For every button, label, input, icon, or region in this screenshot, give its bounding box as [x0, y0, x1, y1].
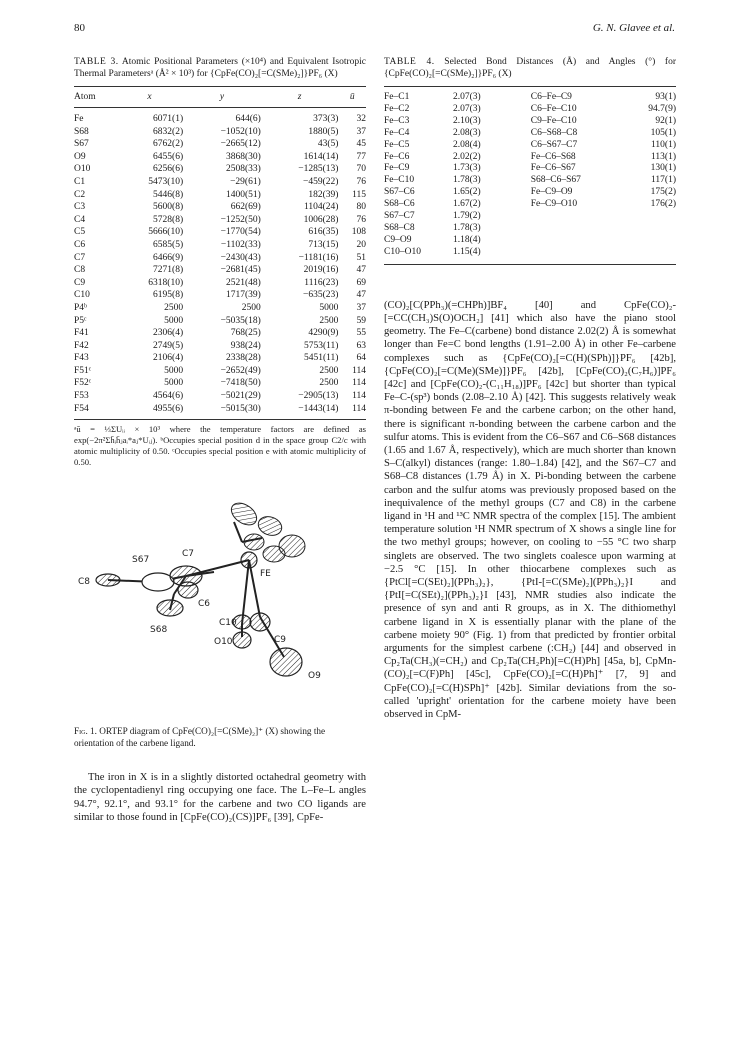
table4-row: [384, 211, 676, 223]
table3-cell: 2338(28): [225, 353, 261, 364]
table4-cell: Fe–C6–S67: [530, 163, 576, 174]
table3-cell: 115: [352, 189, 366, 200]
table3-cell: 5728(8): [153, 214, 184, 225]
table3-cell: −1052(10): [220, 126, 261, 137]
table4-row: [384, 140, 676, 152]
table3: [74, 86, 366, 420]
table3-cell: 59: [356, 315, 366, 326]
table4-cell: 93(1): [624, 87, 676, 104]
table3-cell: 37: [356, 302, 366, 313]
table4-cell: C6–S68–C8: [530, 127, 578, 138]
table4-row: [384, 235, 676, 247]
table3-cell: 76: [356, 214, 366, 225]
table3-cell: 4564(6): [153, 391, 184, 402]
table4-cell: 2.08(3): [452, 127, 481, 138]
table3-cell: 77: [356, 151, 366, 162]
table3-cell: −1252(50): [220, 214, 261, 225]
table3-cell: 1614(14): [303, 151, 339, 162]
table3-cell: 51: [356, 252, 366, 263]
table3-cell: 5666(10): [148, 227, 184, 238]
table4-cell: Fe–C6–S68: [530, 151, 576, 162]
table3-cell: −5035(18): [220, 315, 261, 326]
table3-cell: C1: [74, 176, 86, 187]
table3-caption-text: Atomic Positional Parameters (×10⁴) and Equivalent Isotropic Thermal Parametersᵃ (Å² × 10³) for {CpFe(CO)₂[=C(SMe)₂]}PF₆ (X): [74, 57, 366, 79]
table3-cell: 2521(48): [225, 277, 261, 288]
label-o10: O10: [214, 637, 233, 648]
table3-cell: 5000: [164, 315, 184, 326]
table4-label: TABLE 4.: [384, 57, 435, 67]
table4-row: [384, 163, 676, 175]
table3-cell: −2681(45): [220, 265, 261, 276]
table4-row: [384, 187, 676, 199]
table4-cell: Fe–C9: [384, 163, 410, 174]
running-head: G. N. Glavee et al.: [592, 22, 675, 34]
table3-cell: 182(39): [308, 189, 339, 200]
table4-cell: [531, 235, 625, 247]
table4-row: [384, 116, 676, 128]
table3-row: [74, 138, 366, 151]
table3-row: [74, 201, 366, 214]
table3-cell: 47: [356, 290, 366, 301]
right-column: [384, 56, 676, 721]
table3-col-z: z: [261, 87, 339, 108]
table4-cell: 1.73(3): [452, 163, 481, 174]
table4-cell: 105(1): [650, 127, 676, 138]
table3-note-b: ᵇOccupies special position d in the space group C2/c with atomic multiplicity of 0.50.: [74, 435, 366, 457]
table3-row: [74, 214, 366, 227]
table3-cell: 5451(11): [303, 353, 339, 364]
table3-cell: 80: [356, 202, 366, 213]
table3-cell: 5600(8): [153, 202, 184, 213]
table3-cell: Fe: [74, 114, 84, 124]
table3-cell: F54: [74, 403, 116, 420]
label-c8: C8: [78, 577, 91, 588]
table3-row: [74, 277, 366, 290]
table3-row: [74, 289, 366, 302]
table4-body: [384, 87, 676, 265]
table3-cell: 662(69): [230, 202, 261, 213]
table4-row: [384, 175, 676, 187]
label-c6: C6: [198, 599, 211, 610]
table4-cell: 113(1): [651, 151, 676, 162]
table4-row: [384, 152, 676, 164]
table4-cell: 117(1): [651, 175, 676, 186]
table3-cell: −2665(12): [220, 139, 261, 150]
table3-cell: 3868(30): [225, 151, 261, 162]
table3-cell: 1104(24): [303, 202, 339, 213]
table3-cell: 6762(2): [153, 139, 184, 150]
table3-cell: −5021(29): [220, 391, 261, 402]
table3-cell: 644(6): [235, 114, 261, 124]
table3-cell: S68: [74, 126, 89, 137]
table3-row: [74, 377, 366, 390]
table4-row: [384, 223, 676, 235]
table4-cell: [531, 211, 625, 223]
label-s68: S68: [150, 625, 168, 636]
table3-cell: −635(23): [302, 290, 339, 301]
table4-cell: S68–C6–S67: [530, 175, 581, 186]
table3-cell: 69: [356, 277, 366, 288]
table3-cell: C3: [74, 202, 86, 213]
table3-row: [74, 302, 366, 315]
table3-cell: 2106(4): [153, 353, 184, 364]
table3-cell: 5000: [319, 302, 339, 313]
ortep-atoms: [96, 552, 302, 676]
table4-cell: C6–S67–C7: [530, 139, 578, 150]
table4-row: [384, 128, 676, 140]
table3-cell: 7271(8): [153, 265, 184, 276]
table3-cell: 20: [356, 239, 366, 250]
table4-cell: 175(2): [650, 187, 676, 198]
table3-cell: C10: [74, 290, 90, 301]
table4-cell: Fe–C6: [384, 151, 410, 162]
table3-cell: F41: [74, 328, 89, 339]
table3-row: [74, 252, 366, 265]
table4-cell: C9–Fe–C10: [530, 115, 577, 126]
table3-cell: 6455(6): [153, 151, 184, 162]
table3-row: [74, 390, 366, 403]
page-number: 80: [74, 22, 85, 34]
table3-cell: 6256(6): [153, 164, 184, 175]
table3-col-u: ū: [338, 87, 366, 108]
table4-row: [384, 247, 676, 264]
table3-label: TABLE 3.: [74, 57, 119, 67]
table3-cell: −1102(33): [220, 239, 261, 250]
table4-cell: [624, 223, 676, 235]
table4-cell: S68–C8: [384, 222, 415, 233]
right-paragraph: (CO)₂[C(PPh₃)(=CHPh)]BF₄ [40] and CpFe(CO)₂-[=CC(CH₃)S(O)OCH₂] [41] which also have the piano stool geometry. The Fe–C(carbene) bond distance 2.02(2) Å is somewhat longer than Fe=C bond lengths (1.91–2.00 Å) in other Fe–carbene complexes such as {CpFe(CO)₂[=C(H)(SPh)]}PF₆ [42b], {CpFe(CO)₂[=C(Me)(SMe)]}PF₆ [42b], [CpFe(CO)₂(C₇H₆)]PF₆ [42c] and [CpFe(CO)₂-(C₁₁H₁₈)]PF₆ [42c] but shorter than typical Fe–C-(sp³) bonds (2.08–2.10 Å) [42]. This suggests relatively weak π-bonding between Fe and the carbene carbon; on the other hand, there is significant π-bonding between the carbene carbon and the sulfur atoms. This is evident from the C6–S67 and C6–S68 distances (1.65 and 1.67 Å, respectively), which are much shorter than known S–C(alkyl) distances (range: 1.80–1.84) [42], and the S67–C7 and S68–C8 distances (1.79 Å) in X. Pi-bonding between the carbene carbon and the sulfur atoms was previously proposed based on the inequivalence of the methyl groups (C7 and C8) in the carbene ligand in ¹H and ¹³C NMR spectra of the complex [15]. The ambient temperature solution ¹H NMR spectrum of X shows a single line for the two methyl groups; however, on cooling to −55 °C two sharp singlets are observed. The two singlets coalesce upon warming at −2.5 °C [15]. In other thiocarbene complexes such as {PtCl[=C(SEt)₂](PPh₃)₂}, {PtI-[=C(SMe)₂](PPh₃)₂}I and {PtI[=C(SEt)₂](PPh₃)₂}I [43], NMR studies also indicate the presence of syn and anti R groups, as in X. The dithiomethyl carbene ligand in X is essentially planar with the plane of the carbene moiety 90° (Fig. 1) from that predicted by frontier orbital arguments for the simplest carbene (:CH₂) [44] and observed in Cp₂Ta(CH₃)(=CH₂) and Cp₂Ta(CH₂Ph)[=C(H)Ph] [45a, b], CpMn-(CO)₂[=C(F)Ph] [45c], CpFe(CO)₂[=C(H)Ph]⁺ [7, 9] and CpFe(CO)₂[=C(H)SPh]⁺ [42b]. Similar deviations from the so-called 'upright' orientation for the carbene moiety have been observed in CpM-: [384, 299, 676, 720]
table3-cell: 43(5): [317, 139, 339, 150]
table4-cell: 1.65(2): [452, 187, 481, 198]
table3-cell: 70: [356, 164, 366, 175]
table4-row: [384, 87, 676, 104]
atom-s68: [157, 600, 183, 616]
table3-row: [74, 365, 366, 378]
table4-cell: S68–C6: [384, 199, 415, 210]
table3-cell: F42: [74, 340, 89, 351]
table3-cell: 114: [352, 365, 366, 376]
table3-cell: 114: [352, 391, 366, 402]
table3-cell: C7: [74, 252, 86, 263]
atom-s67: [142, 573, 174, 591]
table4-cell: S67–C6: [384, 187, 415, 198]
table4-cell: [531, 223, 625, 235]
table3-cell: P4ᵇ: [74, 302, 87, 313]
table4-cell: Fe–C2: [384, 103, 410, 114]
table4-cell: Fe–C3: [384, 115, 410, 126]
table3-row: [74, 352, 366, 365]
table4-cell: Fe–C9–O10: [530, 199, 578, 210]
table3-cell: P5ᶜ: [74, 315, 87, 326]
table4-cell: 1.15(4): [453, 247, 531, 264]
table3-row: [74, 151, 366, 164]
table3-cell: O9: [74, 151, 86, 162]
table3-row: [74, 126, 366, 139]
table3-cell: −2905(13): [298, 391, 339, 402]
table3-cell: 1400(51): [225, 189, 261, 200]
table3-cell: 45: [356, 139, 366, 150]
table3-cell: −29(61): [230, 176, 261, 187]
table4-cell: 110(1): [651, 139, 676, 150]
table3-cell: 5473(10): [148, 176, 184, 187]
table4-cell: Fe–C1: [384, 87, 453, 104]
table4-cell: 2.07(3): [453, 87, 531, 104]
label-s67: S67: [132, 555, 150, 566]
table3-cell: 6466(9): [153, 252, 184, 263]
table3-cell: 1116(23): [304, 277, 339, 288]
table3-cell: 32: [356, 114, 366, 124]
table3-row: [74, 176, 366, 189]
table3-cell: −1181(16): [298, 252, 339, 263]
table4-cell: Fe–C4: [384, 127, 410, 138]
table3-header-row: [74, 87, 366, 108]
table3-cell: 6318(10): [148, 277, 184, 288]
table3-row: [74, 189, 366, 202]
table4-cell: S67–C7: [384, 211, 415, 222]
table3-cell: 6071(1): [153, 114, 184, 124]
table3-cell: −5015(30): [183, 403, 261, 420]
label-o9: O9: [308, 671, 321, 682]
table3-cell: 2500: [319, 315, 339, 326]
table4-cell: [624, 247, 676, 264]
table3-cell: 2500: [319, 378, 339, 389]
label-c9: C9: [274, 635, 287, 646]
table3-cell: 55: [356, 328, 366, 339]
table3-body: [74, 108, 366, 420]
label-c7: C7: [182, 549, 195, 560]
atom-fe: [241, 552, 257, 568]
table3-col-y: y: [183, 87, 261, 108]
table3-row: [74, 226, 366, 239]
table4-cell: 94.7(9): [648, 103, 676, 114]
table3-cell: −7418(50): [220, 378, 261, 389]
table4-row: [384, 104, 676, 116]
table3-cell: 373(3): [313, 114, 339, 124]
table3-cell: −2652(49): [220, 365, 261, 376]
atom-c8: [96, 574, 120, 586]
table3-cell: 2749(5): [153, 340, 184, 351]
table3-col-atom: Atom: [74, 87, 116, 108]
table3-row: [74, 327, 366, 340]
atom-c6: [178, 582, 198, 598]
table4-cell: C9–O9: [384, 234, 412, 245]
table3-cell: 63: [356, 340, 366, 351]
table3-row: [74, 264, 366, 277]
table3-row: [74, 239, 366, 252]
table4-cell: Fe–C10: [384, 175, 415, 186]
table3-cell: −2430(43): [220, 252, 261, 263]
table3-cell: 1006(28): [303, 214, 339, 225]
table4-cell: Fe–C9–O9: [530, 187, 573, 198]
table4-caption: [384, 56, 676, 80]
table3-cell: 2500: [319, 365, 339, 376]
table3-cell: 768(25): [230, 328, 261, 339]
table4-cell: [624, 211, 676, 223]
left-column: [74, 56, 366, 824]
table3-caption: [74, 56, 366, 80]
label-c10: C10: [219, 618, 237, 629]
table3-row: [74, 108, 366, 126]
table3-note-a: ᵃū = ⅓ΣUᵢᵢ × 10³ where the temperature factors are defined as exp(−2π²Σh̄ᵢh̄ⱼaᵢ*aⱼ*Uᵢⱼ).: [74, 424, 366, 446]
atom-o9: [270, 648, 302, 676]
table3-cell: 5000: [164, 378, 184, 389]
table4-cell: 130(1): [650, 163, 676, 174]
table3-cell: 76: [356, 176, 366, 187]
table3-cell: 2306(4): [153, 328, 184, 339]
table3-row: [74, 163, 366, 176]
table3-cell: C4: [74, 214, 86, 225]
table4-cell: C6–Fe–C10: [530, 103, 577, 114]
table3-cell: O10: [74, 164, 91, 175]
table3-cell: 114: [338, 403, 366, 420]
ortep-cp-ring: [227, 499, 305, 562]
table3-cell: −459(22): [302, 176, 339, 187]
table4-cell: [531, 247, 625, 264]
table3-cell: 5000: [164, 365, 184, 376]
table3-cell: 64: [356, 353, 366, 364]
table3-notes: [74, 424, 366, 468]
table4-cell: C10–O10: [384, 247, 453, 264]
table3-cell: C2: [74, 189, 86, 200]
left-body-text: [74, 771, 366, 824]
table3-cell: C9: [74, 277, 86, 288]
table3-cell: 2508(33): [225, 164, 261, 175]
table4: [384, 86, 676, 265]
table4-cell: 1.67(2): [452, 199, 481, 210]
table3-row: [74, 315, 366, 328]
table4-row: [384, 199, 676, 211]
table3-cell: 6585(5): [153, 239, 184, 250]
table4-cell: 1.18(4): [452, 234, 481, 245]
table3-cell: 108: [351, 227, 366, 238]
table3-cell: −1285(13): [298, 164, 339, 175]
table3-cell: 4955(6): [116, 403, 183, 420]
table4-cell: 1.78(3): [452, 175, 481, 186]
table3-cell: F51ᶜ: [74, 365, 92, 376]
table4-cell: 176(2): [650, 199, 676, 210]
table4-cell: 2.08(4): [452, 139, 481, 150]
left-paragraph: The iron in X is in a slightly distorted octahedral geometry with the cyclopentadienyl ring occupying one face. The L–Fe–L angles 94.7°, 92.1°, and 93.1° for the carbene and two CO ligands are similar to those found in [CpFe(CO)₂(CS)]PF₆ [39], CpFe-: [74, 772, 366, 823]
table3-cell: 5753(11): [303, 340, 339, 351]
table4-cell: 2.10(3): [452, 115, 481, 126]
table3-cell: 2019(16): [303, 265, 339, 276]
table4-cell: [624, 235, 676, 247]
table3-cell: 1717(39): [225, 290, 261, 301]
ortep-diagram: [74, 482, 366, 722]
table3-cell: S67: [74, 139, 89, 150]
figure1-caption: [74, 726, 366, 749]
table4-caption-text: Selected Bond Distances (Å) and Angles (°) for {CpFe(CO)₂[=C(SMe)₂]}PF₆ (X): [384, 57, 676, 79]
atom-c9: [250, 613, 270, 631]
table3-cell: 6832(2): [153, 126, 184, 137]
table3-cell: 6195(8): [153, 290, 184, 301]
atom-o10: [233, 632, 251, 648]
figure1-label: Fig. 1.: [74, 726, 97, 737]
figure1-caption-text: ORTEP diagram of CpFe(CO)₂[=C(SMe)₂]⁺ (X) showing the orientation of the carbene ligand.: [74, 726, 326, 748]
table3-cell: F53: [74, 391, 89, 402]
right-body-text: [384, 299, 676, 722]
table3-cell: 616(35): [308, 227, 339, 238]
table3-cell: F52ᶜ: [74, 378, 92, 389]
table3-note-c: ᶜOccupies special position e with atomic multiplicity of 0.50.: [74, 446, 366, 468]
table3-col-x: x: [116, 87, 183, 108]
table3-cell: 938(24): [230, 340, 261, 351]
table3-cell: 37: [356, 126, 366, 137]
table3-row: [74, 403, 366, 420]
table4-cell: 1.79(2): [452, 211, 481, 222]
ortep-figure: [74, 482, 366, 722]
table3-cell: −1443(14): [261, 403, 339, 420]
table3-cell: 114: [352, 378, 366, 389]
table4-cell: C6–Fe–C9: [531, 87, 625, 104]
table4-cell: Fe–C5: [384, 139, 410, 150]
table4-cell: 92(1): [655, 115, 676, 126]
table3-cell: 5446(8): [153, 189, 184, 200]
table3-cell: 713(15): [308, 239, 339, 250]
table3-cell: 4290(9): [308, 328, 339, 339]
table3-cell: 1880(5): [308, 126, 339, 137]
table3-cell: 2500: [164, 302, 184, 313]
table3-cell: C6: [74, 239, 86, 250]
table4-cell: 2.02(2): [452, 151, 481, 162]
table3-cell: 2500: [241, 302, 261, 313]
table3-cell: F43: [74, 353, 89, 364]
table3-cell: C5: [74, 227, 86, 238]
table3-row: [74, 340, 366, 353]
label-fe: FE: [260, 569, 271, 580]
table4-cell: 1.78(3): [452, 222, 481, 233]
table3-cell: C8: [74, 265, 86, 276]
table4-cell: 2.07(3): [452, 103, 481, 114]
table3-cell: 47: [356, 265, 366, 276]
table3-cell: −1770(54): [220, 227, 261, 238]
